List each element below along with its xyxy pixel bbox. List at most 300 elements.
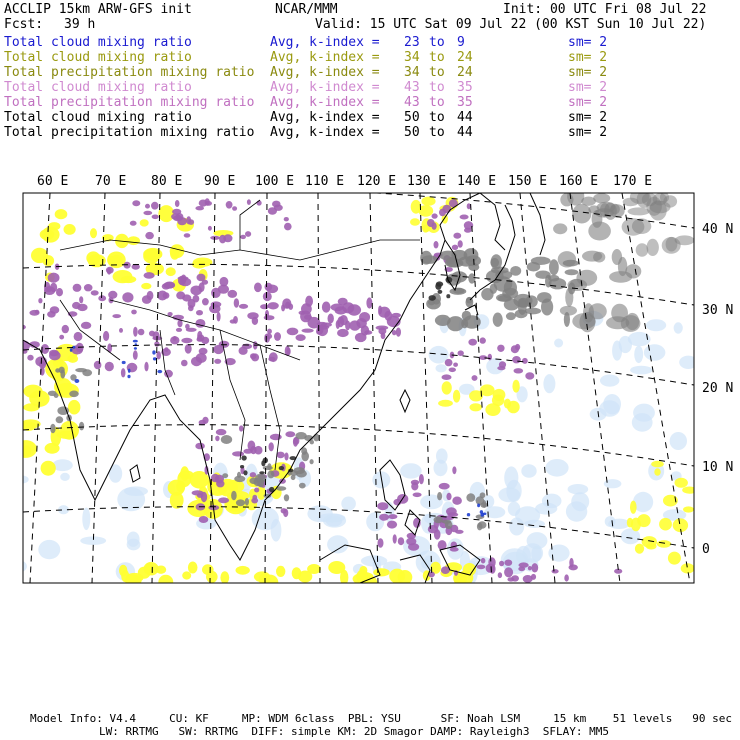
cloud-blob-yellow <box>193 258 213 267</box>
cloud-blob-yellow <box>170 244 185 258</box>
cloud-blob-gray <box>593 252 605 263</box>
precip-blob-purple <box>281 304 285 311</box>
legend-avg: Avg, k-index = <box>270 125 380 140</box>
cloud-blob-gray <box>310 459 314 464</box>
cloud-blob-yellow <box>410 218 420 225</box>
precip-blob-purple <box>59 335 64 340</box>
precip-blob-purple <box>170 336 179 344</box>
precip-blob-purple <box>242 344 252 349</box>
legend-sm: sm= 2 <box>568 95 608 110</box>
cloud-blob-yellow <box>635 544 644 554</box>
cloud-blob-yellow <box>657 540 671 548</box>
precip-blob-purple <box>228 290 238 298</box>
cloud-blob-lightblue <box>38 540 60 559</box>
cloud-blob-lightblue <box>341 497 356 511</box>
cloud-blob-gray <box>541 299 553 316</box>
cloud-blob-yellow <box>179 470 193 479</box>
precip-blob-purple <box>202 298 209 305</box>
cloud-blob-lightblue <box>674 322 683 333</box>
precip-blob-purple <box>328 314 334 324</box>
precip-blob-purple <box>133 350 138 360</box>
precip-blob-purple <box>119 328 123 333</box>
precip-blob-purple <box>232 451 244 456</box>
cloud-blob-gray <box>621 315 641 332</box>
cloud-blob-gray <box>267 463 271 470</box>
cloud-blob-yellow <box>276 566 285 577</box>
precip-blob-purple <box>452 466 456 474</box>
precip-blob-purple <box>413 493 422 498</box>
cloud-blob-lightblue <box>679 356 697 369</box>
cloud-accent-blue <box>480 510 483 514</box>
cloud-core-dark <box>243 470 247 475</box>
precip-blob-purple <box>305 296 313 307</box>
precip-blob-purple <box>94 361 102 370</box>
precip-blob-purple <box>176 328 182 332</box>
precip-blob-purple <box>211 288 221 298</box>
cloud-blob-gray <box>476 496 485 505</box>
cloud-blob-gray <box>60 370 65 379</box>
cloud-blob-yellow <box>438 400 453 407</box>
cloud-accent-blue <box>157 370 162 373</box>
cloud-core-dark <box>241 455 246 460</box>
coastline <box>130 465 140 482</box>
cloud-blob-yellow <box>14 440 37 458</box>
legend-k2: 9 <box>457 35 465 50</box>
precip-blob-purple <box>392 330 397 335</box>
precip-blob-purple <box>144 272 155 279</box>
cloud-blob-gray <box>313 434 319 442</box>
coastline <box>400 390 410 412</box>
cloud-blob-gray <box>284 494 289 501</box>
precip-blob-purple <box>269 352 278 362</box>
cloud-accent-blue <box>127 375 130 378</box>
precip-blob-purple <box>445 359 453 366</box>
precip-blob-purple <box>185 324 190 329</box>
precip-blob-purple <box>145 204 150 209</box>
cloud-blob-lightblue <box>13 475 29 483</box>
cloud-blob-gray <box>75 368 87 372</box>
cloud-blob-yellow <box>55 209 68 219</box>
precip-blob-purple <box>276 452 284 459</box>
cloud-accent-blue <box>477 504 480 508</box>
legend-to: to <box>429 35 445 50</box>
cloud-blob-gray <box>79 422 84 431</box>
precip-blob-purple <box>514 368 524 373</box>
precip-blob-purple <box>387 521 397 529</box>
lat-label: 10 N <box>702 460 734 475</box>
cloud-blob-gray <box>572 204 591 224</box>
cloud-blob-yellow <box>254 571 270 582</box>
cloud-blob-gray <box>69 391 79 398</box>
precip-blob-purple <box>233 316 238 324</box>
cloud-blob-yellow <box>470 403 482 411</box>
precip-blob-purple <box>108 291 117 299</box>
cloud-blob-yellow <box>637 514 650 527</box>
cloud-blob-gray <box>466 255 481 266</box>
cloud-blob-lightblue <box>670 432 687 450</box>
forecast-label: Fcst: <box>4 17 44 32</box>
precip-blob-purple <box>449 199 458 207</box>
cloud-blob-lightblue <box>571 492 589 511</box>
cloud-blob-lightblue <box>644 344 666 360</box>
precip-blob-purple <box>251 498 258 504</box>
cloud-blob-lightblue <box>13 561 27 572</box>
precip-blob-purple <box>472 375 478 381</box>
lon-label: 120 E <box>357 174 397 189</box>
cloud-blob-gray <box>636 243 649 257</box>
precip-blob-purple <box>336 320 340 329</box>
cloud-blob-lightblue <box>634 346 643 363</box>
cloud-blob-gray <box>558 251 576 267</box>
cloud-blob-lightblue <box>124 486 148 496</box>
precip-blob-purple <box>226 201 233 209</box>
precip-blob-purple <box>175 200 180 207</box>
latitude-line <box>23 425 694 466</box>
latitude-line <box>23 507 694 548</box>
cloud-blob-gray <box>237 472 241 478</box>
lon-label: 170 E <box>613 174 653 189</box>
cloud-blob-yellow <box>504 399 511 409</box>
legend-to: to <box>429 80 445 95</box>
cloud-blob-lightblue <box>600 375 619 387</box>
cloud-blob-gray <box>623 198 639 207</box>
precip-blob-purple <box>460 215 469 220</box>
precip-blob-purple <box>265 333 273 339</box>
cloud-blob-lightblue <box>612 341 622 361</box>
cloud-blob-yellow <box>307 564 321 574</box>
cloud-blob-yellow <box>140 219 149 226</box>
precipitation-field-layer <box>11 187 698 590</box>
precip-blob-purple <box>143 211 152 215</box>
precip-blob-purple <box>62 325 69 333</box>
precip-blob-purple <box>223 234 232 242</box>
cloud-accent-blue <box>133 340 138 343</box>
precip-blob-purple <box>452 497 462 505</box>
precip-blob-purple <box>247 312 258 319</box>
precip-blob-purple <box>35 310 40 314</box>
precip-blob-purple <box>481 558 486 564</box>
precip-blob-purple <box>317 325 324 334</box>
legend-field: Total precipitation mixing ratio <box>4 95 255 110</box>
cloud-blob-lightblue <box>646 319 666 331</box>
cloud-blob-lightblue <box>509 518 524 536</box>
precip-blob-purple <box>439 209 446 217</box>
cloud-blob-lightblue <box>554 339 563 348</box>
cloud-blob-yellow <box>125 575 142 587</box>
precip-blob-purple <box>287 328 299 336</box>
precip-blob-purple <box>288 304 293 310</box>
cloud-blob-yellow <box>675 478 688 488</box>
precip-blob-purple <box>74 332 83 341</box>
precip-blob-purple <box>458 350 464 356</box>
lon-label: 80 E <box>151 174 183 189</box>
precip-blob-purple <box>434 241 439 248</box>
cloud-blob-gray <box>604 203 617 220</box>
precip-blob-purple <box>270 434 282 440</box>
cloud-blob-gray <box>567 187 584 206</box>
precip-blob-purple <box>511 345 519 353</box>
lon-label: 60 E <box>37 174 69 189</box>
precip-blob-purple <box>518 567 525 572</box>
precip-blob-purple <box>268 302 279 309</box>
cloud-blob-yellow <box>220 571 229 584</box>
lon-label: 150 E <box>508 174 548 189</box>
precip-blob-purple <box>49 350 59 357</box>
country-border <box>260 345 280 470</box>
cloud-blob-lightblue <box>608 519 630 529</box>
cloud-blob-gray <box>515 309 528 318</box>
legend-k2: 44 <box>457 125 473 140</box>
cloud-blob-yellow <box>40 229 55 240</box>
precip-blob-purple <box>525 372 534 379</box>
precip-blob-purple <box>378 306 382 315</box>
precip-blob-purple <box>215 436 219 442</box>
cloud-blob-lightblue <box>484 506 505 518</box>
precip-blob-purple <box>38 298 42 303</box>
precip-blob-purple <box>210 236 220 240</box>
cloud-blob-yellow <box>421 197 435 206</box>
cloud-blob-yellow <box>630 501 637 514</box>
cloud-blob-lightblue <box>630 366 652 375</box>
cloud-blob-yellow <box>373 568 390 576</box>
cloud-blob-gray <box>267 470 274 478</box>
precip-blob-purple <box>220 277 229 287</box>
precip-blob-purple <box>453 363 458 367</box>
precip-blob-purple <box>151 202 159 210</box>
precip-blob-purple <box>260 304 269 309</box>
precip-blob-purple <box>379 514 389 521</box>
precip-blob-purple <box>254 488 259 493</box>
legend-avg: Avg, k-index = <box>270 50 380 65</box>
cloud-blob-yellow <box>682 487 697 494</box>
longitude-line <box>318 193 320 583</box>
precip-blob-purple <box>507 577 514 581</box>
lon-label: 160 E <box>559 174 599 189</box>
cloud-blob-gray <box>660 192 669 202</box>
lat-label: 30 N <box>702 303 734 318</box>
precip-blob-purple <box>164 347 168 352</box>
cloud-blob-gray <box>236 499 245 506</box>
cloud-blob-gray <box>299 483 306 489</box>
precip-blob-purple <box>388 514 397 519</box>
cloud-accent-blue <box>75 379 80 383</box>
lon-label: 110 E <box>305 174 345 189</box>
precip-blob-purple <box>72 302 81 309</box>
precip-blob-purple <box>48 273 60 283</box>
cloud-blob-lightblue <box>545 459 568 477</box>
cloud-blob-gray <box>675 235 695 245</box>
cloud-accent-blue <box>152 350 155 354</box>
precip-blob-purple <box>453 233 461 239</box>
cloud-blob-yellow <box>31 248 48 263</box>
cloud-blob-lightblue <box>632 413 653 432</box>
precip-blob-purple <box>284 223 292 231</box>
legend-k1: 34 <box>404 65 420 80</box>
legend-k1: 50 <box>404 110 420 125</box>
precip-blob-purple <box>173 215 183 221</box>
legend-to: to <box>429 125 445 140</box>
legend-field: Total cloud mixing ratio <box>4 50 192 65</box>
cloud-blob-yellow <box>642 536 657 548</box>
legend-field: Total cloud mixing ratio <box>4 35 192 50</box>
cloud-blob-lightblue <box>504 466 518 489</box>
precip-blob-purple <box>216 429 227 435</box>
precip-blob-purple <box>112 314 121 318</box>
precip-blob-purple <box>272 201 281 208</box>
cloud-blob-yellow <box>90 228 97 238</box>
legend-sm: sm= 2 <box>568 35 608 50</box>
cloud-blob-gray <box>54 393 59 398</box>
precip-blob-purple <box>196 310 203 315</box>
precip-blob-purple <box>447 512 458 517</box>
cloud-blob-lightblue <box>543 374 555 393</box>
cloud-blob-yellow <box>668 552 681 565</box>
cloud-accent-blue <box>70 348 73 352</box>
legend-to: to <box>429 50 445 65</box>
precip-blob-purple <box>234 298 239 307</box>
cloud-blob-gray <box>222 473 228 478</box>
precip-blob-purple <box>149 331 155 337</box>
cloud-blob-gray <box>576 270 597 286</box>
precip-blob-purple <box>251 353 259 361</box>
model-info-line1: Model Info: V4.4 CU: KF MP: WDM 6class PBL: YSU SF: Noah LSM 15 km 51 levels 90 sec <box>30 712 732 725</box>
cloud-blob-gray <box>625 264 641 278</box>
precip-blob-purple <box>489 564 495 573</box>
cloud-blob-yellow <box>158 205 174 222</box>
legend-to: to <box>429 110 445 125</box>
cloud-blob-lightblue <box>82 508 90 531</box>
precip-blob-purple <box>157 291 167 301</box>
precip-blob-purple <box>378 538 384 547</box>
cloud-blob-yellow <box>41 461 56 476</box>
cloud-blob-gray <box>481 288 493 300</box>
precip-blob-purple <box>432 213 438 218</box>
cloud-blob-yellow <box>113 270 133 283</box>
precip-blob-purple <box>181 360 188 367</box>
cloud-accent-blue <box>467 513 470 516</box>
precip-blob-purple <box>247 199 251 205</box>
precip-blob-purple <box>132 200 140 206</box>
cloud-blob-yellow <box>512 380 519 393</box>
precip-blob-purple <box>195 443 205 450</box>
lon-label: 70 E <box>95 174 127 189</box>
precip-blob-purple <box>130 221 137 226</box>
precip-blob-purple <box>152 215 159 220</box>
cloud-blob-yellow <box>651 461 664 468</box>
precip-blob-purple <box>504 567 513 577</box>
cloud-blob-yellow <box>453 390 460 403</box>
precip-blob-purple <box>366 297 372 308</box>
precip-blob-purple <box>190 286 202 296</box>
legend-k2: 24 <box>457 50 473 65</box>
cloud-blob-gray <box>477 523 483 531</box>
cloud-blob-yellow <box>389 569 405 584</box>
precip-blob-purple <box>163 282 175 289</box>
precip-blob-purple <box>396 328 401 337</box>
precip-blob-purple <box>199 348 208 355</box>
cloud-accent-blue <box>483 513 487 516</box>
precip-blob-purple <box>91 290 99 295</box>
cloud-blob-gray <box>56 416 64 423</box>
cloud-blob-lightblue <box>516 546 531 565</box>
forecast-hours: 39 h <box>64 17 96 32</box>
precip-blob-purple <box>168 312 173 316</box>
precip-blob-purple <box>245 231 251 237</box>
precip-blob-purple <box>552 569 559 573</box>
precip-blob-purple <box>248 441 256 451</box>
cloud-blob-gray <box>493 313 503 327</box>
cloud-core-dark <box>446 294 450 298</box>
precip-blob-purple <box>107 268 111 275</box>
precip-blob-purple <box>79 296 83 303</box>
cloud-blob-gray <box>618 257 627 276</box>
cloud-accent-blue <box>122 361 126 364</box>
legend-to: to <box>429 65 445 80</box>
cloud-blob-yellow <box>119 565 127 577</box>
precip-blob-purple <box>27 355 33 361</box>
precip-blob-purple <box>232 206 237 211</box>
lat-label: 20 N <box>702 381 734 396</box>
legend-avg: Avg, k-index = <box>270 80 380 95</box>
precip-blob-purple <box>531 574 536 580</box>
legend-sm: sm= 2 <box>568 125 608 140</box>
legend-avg: Avg, k-index = <box>270 95 380 110</box>
precip-blob-purple <box>284 453 288 461</box>
precip-blob-purple <box>497 366 505 370</box>
cloud-core-dark <box>279 466 284 470</box>
legend-sm: sm= 2 <box>568 80 608 95</box>
cloud-core-dark <box>438 290 443 294</box>
precip-blob-purple <box>185 344 192 354</box>
legend-sm: sm= 2 <box>568 110 608 125</box>
cloud-blob-yellow <box>156 566 166 574</box>
precip-blob-purple <box>432 222 437 229</box>
precip-blob-purple <box>528 566 532 570</box>
precip-blob-purple <box>103 331 109 341</box>
init-time: Init: 00 UTC Fri 08 Jul 22 <box>503 2 707 17</box>
precip-blob-purple <box>122 292 133 302</box>
legend-field: Total cloud mixing ratio <box>4 80 192 95</box>
cloud-blob-gray <box>258 478 264 487</box>
center-label: NCAR/MMM <box>275 2 338 17</box>
cloud-blob-yellow <box>60 421 79 440</box>
precip-blob-purple <box>268 207 277 214</box>
precip-blob-purple <box>347 304 361 315</box>
precip-blob-purple <box>364 330 372 334</box>
legend-k2: 35 <box>457 80 473 95</box>
cloud-blob-gray <box>491 254 502 269</box>
precip-blob-purple <box>497 345 504 352</box>
cloud-blob-yellow <box>127 236 140 245</box>
legend-k1: 43 <box>404 95 420 110</box>
cloud-blob-yellow <box>206 571 218 583</box>
precip-blob-purple <box>73 284 82 292</box>
precip-blob-purple <box>266 285 278 294</box>
cloud-accent-blue <box>134 347 137 350</box>
precip-blob-purple <box>337 329 349 337</box>
precip-blob-purple <box>531 563 538 572</box>
legend-k1: 23 <box>404 35 420 50</box>
cloud-blob-yellow <box>45 443 60 454</box>
lon-label: 140 E <box>457 174 497 189</box>
precip-blob-purple <box>512 356 521 363</box>
precip-blob-purple <box>145 232 154 239</box>
precip-blob-purple <box>265 310 269 319</box>
lat-label: 0 <box>702 542 710 557</box>
precip-blob-purple <box>257 200 262 205</box>
precip-blob-purple <box>81 322 91 329</box>
cloud-core-dark <box>436 281 443 286</box>
